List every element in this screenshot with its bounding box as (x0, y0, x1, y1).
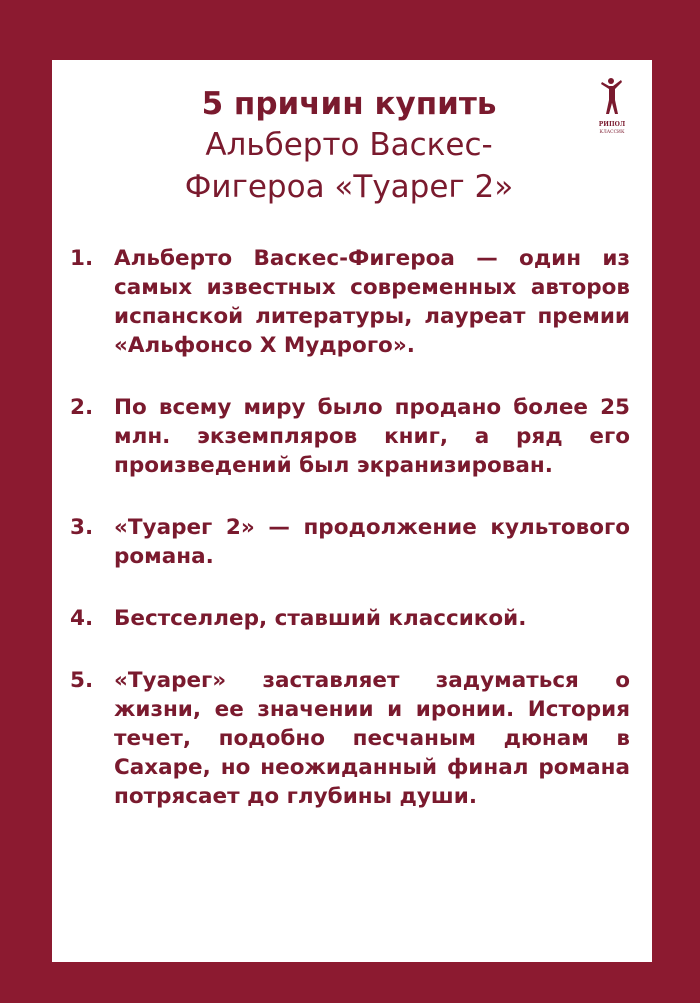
item-text: Бестселлер, ставший классикой. (114, 606, 527, 631)
item-text: «Туарег 2» — продолжение культового романа. (114, 515, 630, 569)
list-item (70, 244, 630, 360)
reasons-list (70, 244, 630, 844)
list-item (70, 513, 630, 571)
publisher-logo (592, 76, 632, 136)
list-item (70, 604, 630, 633)
item-text: «Туарег» заставляет задуматься о жизни, ее значении и иронии. История течет, подобно песчаным дюнам в Сахаре, но неожиданный финал романа потрясает до глубины души. (114, 668, 630, 809)
content-card (52, 60, 652, 962)
item-number: 1. (70, 246, 94, 271)
header (52, 84, 652, 208)
publisher-subname: КЛАССИК (599, 130, 625, 135)
list-item (70, 393, 630, 480)
item-number: 4. (70, 606, 94, 631)
item-text: По всему миру было продано более 25 млн. экземпляров книг, а ряд его произведений был экранизирован. (114, 395, 630, 478)
publisher-name: РИПОЛ (598, 121, 626, 128)
item-number: 3. (70, 515, 94, 540)
item-number: 2. (70, 395, 94, 420)
item-number: 5. (70, 668, 94, 693)
list-item (70, 666, 630, 811)
item-text: Альберто Васкес-Фигероа — один из самых известных современных авторов испанской литературы, лауреат премии «Альфонсо Х Мудрого». (114, 246, 630, 358)
book-title-line-2: Фигероа «Туарег 2» (184, 169, 514, 205)
page-title: 5 причин купить (201, 86, 497, 122)
book-title-line-1: Альберто Васкес- (205, 127, 493, 163)
publisher-figure-icon (601, 78, 622, 114)
